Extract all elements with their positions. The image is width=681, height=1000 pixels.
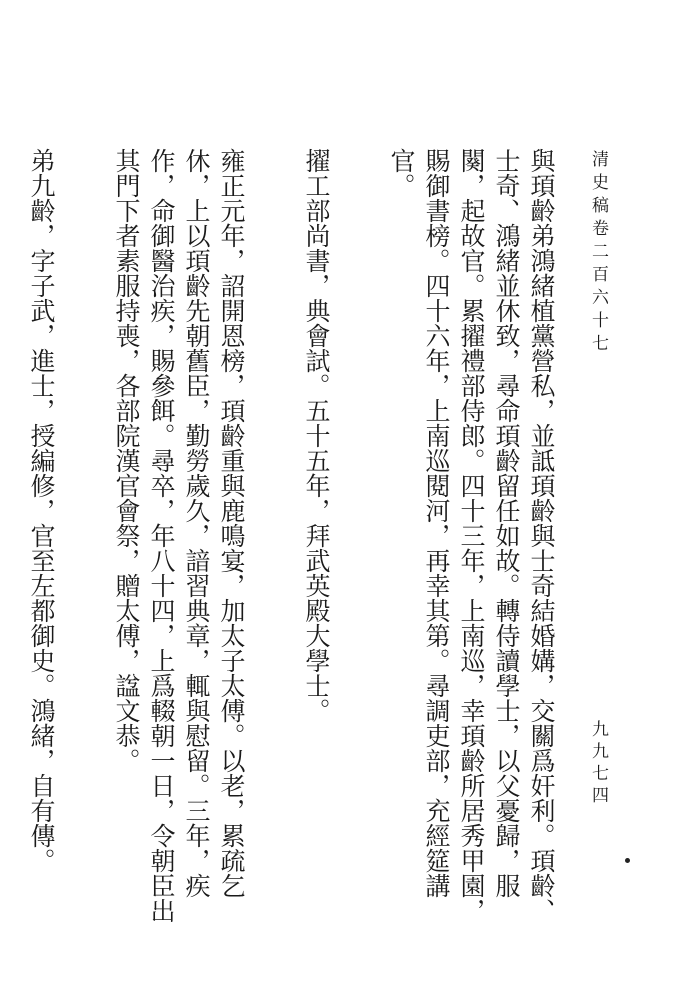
main-text (27, 148, 559, 938)
paragraph-gap (0, 148, 24, 938)
paragraph-appointment: 擢工部尚書，典會試。五十五年，拜武英殿大學士。 (302, 148, 331, 723)
paragraph-continuation: 與頊齡弟鴻緒植黨營私，並詆頊齡與士奇結婚媾，交關爲奸利。頊齡、士奇、鴻緒並休致，尋命頊齡留任如故。轉侍讀學士，以父憂歸，服闋，起故官。累擢禮部侍郎。四十三年，上南巡，幸頊齡所居秀甲園，賜御書榜。四十六年，上南巡閱河，再幸其第。尋調吏部，充經筵講官。 (387, 148, 556, 923)
ink-dot (625, 858, 630, 863)
page-number: 九九七四 (588, 720, 608, 808)
paragraph-yongzheng: 雍正元年，詔開恩榜，頊齡重與鹿鳴宴，加太子太傅。以老，累疏乞休，上以頊齡先朝舊臣，勤勞歲久，諳習典章，輒與慰留。三年，疾作，命御醫治疾，賜參餌。尋卒，年八十四，上爲輟朝一日，令朝臣出其門下者素服持喪，各部院漢官會祭，贈太傅，諡文恭。 (112, 148, 246, 923)
paragraph-brother: 弟九齡，字子武，進士，授編修，官至左都御史。鴻緒，自有傳。 (27, 148, 56, 873)
running-header: 清史稿卷二百六十七 (588, 150, 608, 357)
